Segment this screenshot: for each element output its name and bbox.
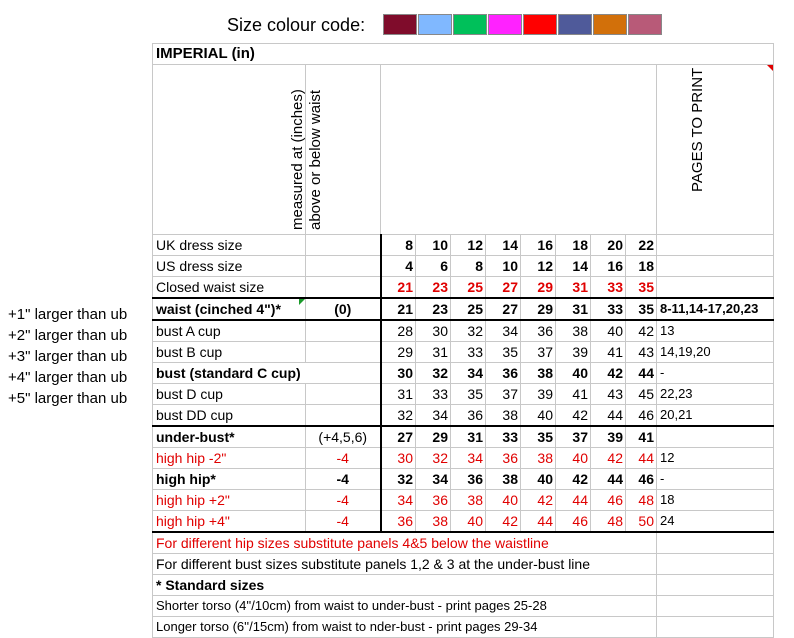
size-value-cell: 44 (626, 363, 657, 384)
measured-at-cell: -4 (306, 448, 381, 469)
measured-header-cell (289, 65, 381, 235)
empty-cell (657, 554, 774, 575)
size-value-cell: 33 (591, 298, 626, 320)
size-value-cell: 20 (591, 235, 626, 256)
measured-at-cell: (+4,5,6) (306, 426, 381, 448)
size-value-cell: 36 (416, 490, 451, 511)
size-value-cell: 35 (451, 384, 486, 405)
table-row (153, 448, 774, 469)
size-value-cell: 12 (451, 235, 486, 256)
measured-at-cell (306, 235, 381, 256)
size-value-cell: 44 (556, 490, 591, 511)
size-value-cell: 41 (591, 342, 626, 363)
note-text: Longer torso (6''/15cm) from waist to nder-bust - print pages 29-34 (153, 617, 657, 638)
size-value-cell: 44 (591, 405, 626, 427)
size-value-cell: 46 (591, 490, 626, 511)
pages-to-print-cell: 22,23 (657, 384, 774, 405)
size-header-cell (381, 65, 657, 235)
size-value-cell: 38 (451, 490, 486, 511)
size-value-cell: 40 (521, 469, 556, 490)
table-row (153, 342, 774, 363)
size-value-cell: 38 (521, 363, 556, 384)
measured-at-cell (306, 320, 381, 342)
left-note: +1" larger than ub (8, 306, 128, 323)
note-row (153, 575, 774, 596)
note-row (153, 617, 774, 638)
size-value-cell: 45 (626, 384, 657, 405)
pages-to-print-cell: 18 (657, 490, 774, 511)
row-label (153, 298, 306, 320)
size-value-cell: 16 (591, 256, 626, 277)
size-value-cell: 32 (416, 363, 451, 384)
table-row (153, 256, 774, 277)
size-value-cell: 37 (556, 426, 591, 448)
table-row (153, 405, 774, 427)
measured-at-cell: (0) (306, 298, 381, 320)
row-label: high hip +2" (153, 490, 306, 511)
size-value-cell: 44 (626, 448, 657, 469)
size-value-cell: 30 (381, 448, 416, 469)
measured-at-cell (306, 256, 381, 277)
size-value-cell: 40 (521, 405, 556, 427)
size-value-cell: 10 (416, 235, 451, 256)
size-value-cell: 29 (416, 426, 451, 448)
size-value-cell: 41 (626, 426, 657, 448)
size-value-cell: 35 (626, 277, 657, 299)
measured-at-cell (306, 342, 381, 363)
size-value-cell: 34 (416, 405, 451, 427)
pages-to-print-cell (657, 277, 774, 299)
size-16-swatch (523, 14, 557, 35)
size-value-cell: 36 (381, 511, 416, 533)
pages-to-print-cell: 24 (657, 511, 774, 533)
pages-to-print-cell: 14,19,20 (657, 342, 774, 363)
size-value-cell: 37 (486, 384, 521, 405)
note-row (153, 596, 774, 617)
size-value-cell: 36 (521, 320, 556, 342)
size-value-cell: 39 (591, 426, 626, 448)
size-value-cell: 30 (416, 320, 451, 342)
size-value-cell: 14 (556, 256, 591, 277)
size-value-cell: 40 (591, 320, 626, 342)
pages-to-print-cell: 13 (657, 320, 774, 342)
empty-cell (657, 617, 774, 638)
table-row (153, 298, 774, 320)
size-value-cell: 28 (381, 320, 416, 342)
note-text: For different hip sizes substitute panels 4&5 below the waistline (153, 532, 657, 554)
pages-header: PAGES TO PRINT (689, 67, 706, 192)
size-value-cell: 33 (486, 426, 521, 448)
size-value-cell: 23 (416, 277, 451, 299)
table-row (153, 277, 774, 299)
row-label: bust B cup (153, 342, 306, 363)
size-value-cell: 16 (521, 235, 556, 256)
size-value-cell: 21 (381, 298, 416, 320)
size-value-cell: 34 (486, 320, 521, 342)
size-value-cell: 32 (451, 320, 486, 342)
size-value-cell: 32 (381, 405, 416, 427)
size-value-cell: 36 (486, 363, 521, 384)
size-value-cell: 40 (556, 363, 591, 384)
size-value-cell: 44 (521, 511, 556, 533)
comment-indicator (299, 299, 305, 305)
size-value-cell: 27 (486, 298, 521, 320)
size-value-cell: 46 (556, 511, 591, 533)
table-row (153, 363, 774, 384)
note-row (153, 554, 774, 575)
size-value-cell: 34 (451, 448, 486, 469)
size-value-cell: 42 (626, 320, 657, 342)
size-value-cell: 42 (521, 490, 556, 511)
size-value-cell: 18 (626, 256, 657, 277)
left-note: +3" larger than ub (8, 348, 128, 365)
size-value-cell: 38 (556, 320, 591, 342)
measured-at-cell: -4 (306, 469, 381, 490)
size-value-cell: 42 (591, 363, 626, 384)
size-value-cell: 10 (486, 256, 521, 277)
size-value-cell: 29 (381, 342, 416, 363)
size-value-cell: 27 (486, 277, 521, 299)
size-value-cell: 25 (451, 298, 486, 320)
table-row (153, 469, 774, 490)
size-value-cell: 34 (381, 490, 416, 511)
pages-to-print-cell: - (657, 363, 774, 384)
size-value-cell: 50 (626, 511, 657, 533)
pages-to-print-cell: - (657, 469, 774, 490)
size-22-swatch (628, 14, 662, 35)
size-value-cell: 14 (486, 235, 521, 256)
size-value-cell: 21 (381, 277, 416, 299)
size-value-cell: 43 (591, 384, 626, 405)
row-label: US dress size (153, 256, 306, 277)
size-value-cell: 31 (556, 298, 591, 320)
pages-to-print-cell: 12 (657, 448, 774, 469)
empty-cell (657, 596, 774, 617)
row-label: high hip +4" (153, 511, 306, 533)
size-value-cell: 37 (521, 342, 556, 363)
table-row (153, 320, 774, 342)
size-chart-table (152, 43, 774, 638)
size-value-cell: 35 (521, 426, 556, 448)
size-value-cell: 31 (451, 426, 486, 448)
size-value-cell: 38 (486, 469, 521, 490)
note-row (153, 532, 774, 554)
size-10-swatch (418, 14, 452, 35)
row-label: high hip* (153, 469, 306, 490)
row-label: bust (standard C cup) (153, 363, 381, 384)
size-value-cell: 38 (416, 511, 451, 533)
row-label: Closed waist size (153, 277, 306, 299)
size-value-cell: 38 (521, 448, 556, 469)
size-value-cell: 44 (591, 469, 626, 490)
size-value-cell: 40 (556, 448, 591, 469)
legend-label: Size colour code: (227, 15, 366, 35)
size-value-cell: 33 (416, 384, 451, 405)
size-value-cell: 36 (486, 448, 521, 469)
size-20-swatch (593, 14, 627, 35)
size-value-cell: 41 (556, 384, 591, 405)
row-label: bust DD cup (153, 405, 306, 427)
size-value-cell: 42 (556, 405, 591, 427)
size-value-cell: 23 (416, 298, 451, 320)
size-value-cell: 39 (556, 342, 591, 363)
row-label-text: waist (cinched 4")* (156, 301, 281, 317)
size-value-cell: 32 (381, 469, 416, 490)
size-value-cell: 18 (556, 235, 591, 256)
size-value-cell: 33 (451, 342, 486, 363)
size-value-cell: 42 (591, 448, 626, 469)
row-label: high hip -2" (153, 448, 306, 469)
size-value-cell: 34 (451, 363, 486, 384)
pages-header-cell (657, 65, 774, 235)
left-note: +2" larger than ub (8, 327, 128, 344)
size-value-cell: 27 (381, 426, 416, 448)
size-value-cell: 31 (381, 384, 416, 405)
table-row (153, 490, 774, 511)
size-value-cell: 29 (521, 298, 556, 320)
size-value-cell: 43 (626, 342, 657, 363)
size-value-cell: 38 (486, 405, 521, 427)
size-value-cell: 39 (521, 384, 556, 405)
empty-cell (657, 532, 774, 554)
size-value-cell: 12 (521, 256, 556, 277)
row-label: UK dress size (153, 235, 306, 256)
table-row (153, 384, 774, 405)
size-value-cell: 29 (521, 277, 556, 299)
size-value-cell: 25 (451, 277, 486, 299)
row-label: bust D cup (153, 384, 306, 405)
blank-header-cell (153, 65, 306, 235)
size-value-cell: 35 (486, 342, 521, 363)
pages-to-print-cell (657, 256, 774, 277)
size-value-cell: 22 (626, 235, 657, 256)
measured-at-cell: -4 (306, 490, 381, 511)
note-text: For different bust sizes substitute panels 1,2 & 3 at the under-bust line (153, 554, 657, 575)
row-label: under-bust* (153, 426, 306, 448)
measured-header: measured at (inches) above or below waist (289, 89, 324, 230)
row-label: bust A cup (153, 320, 306, 342)
size-value-cell: 36 (451, 405, 486, 427)
size-value-cell: 8 (381, 235, 416, 256)
left-note: +4" larger than ub (8, 369, 128, 386)
pages-to-print-cell (657, 426, 774, 448)
size-value-cell: 32 (416, 448, 451, 469)
size-value-cell: 42 (556, 469, 591, 490)
size-value-cell: 40 (451, 511, 486, 533)
table-row (153, 426, 774, 448)
pages-to-print-cell: 20,21 (657, 405, 774, 427)
empty-cell (657, 575, 774, 596)
measured-at-cell (306, 405, 381, 427)
note-text: * Standard sizes (153, 575, 657, 596)
size-value-cell: 4 (381, 256, 416, 277)
pages-to-print-cell (657, 235, 774, 256)
size-value-cell: 36 (451, 469, 486, 490)
size-value-cell: 31 (556, 277, 591, 299)
size-value-cell: 31 (416, 342, 451, 363)
size-12-swatch (453, 14, 487, 35)
size-value-cell: 8 (451, 256, 486, 277)
size-value-cell: 40 (486, 490, 521, 511)
size-value-cell: 48 (626, 490, 657, 511)
pages-to-print-cell: 8-11,14-17,20,23 (657, 298, 774, 320)
note-text: Shorter torso (4''/10cm) from waist to under-bust - print pages 25-28 (153, 596, 657, 617)
size-value-cell: 46 (626, 405, 657, 427)
size-value-cell: 6 (416, 256, 451, 277)
left-note: +5" larger than ub (8, 390, 128, 407)
size-8-swatch (383, 14, 417, 35)
size-value-cell: 46 (626, 469, 657, 490)
table-row (153, 511, 774, 533)
size-18-swatch (558, 14, 592, 35)
size-value-cell: 35 (626, 298, 657, 320)
measured-at-cell (306, 277, 381, 299)
table-row (153, 235, 774, 256)
measured-at-cell: -4 (306, 511, 381, 533)
size-14-swatch (488, 14, 522, 35)
measured-at-cell (306, 384, 381, 405)
size-value-cell: 48 (591, 511, 626, 533)
size-value-cell: 30 (381, 363, 416, 384)
sheet-title: IMPERIAL (in) (153, 44, 774, 65)
size-value-cell: 42 (486, 511, 521, 533)
size-colour-legend (0, 14, 794, 36)
size-value-cell: 34 (416, 469, 451, 490)
size-value-cell: 33 (591, 277, 626, 299)
left-notes (8, 304, 127, 409)
